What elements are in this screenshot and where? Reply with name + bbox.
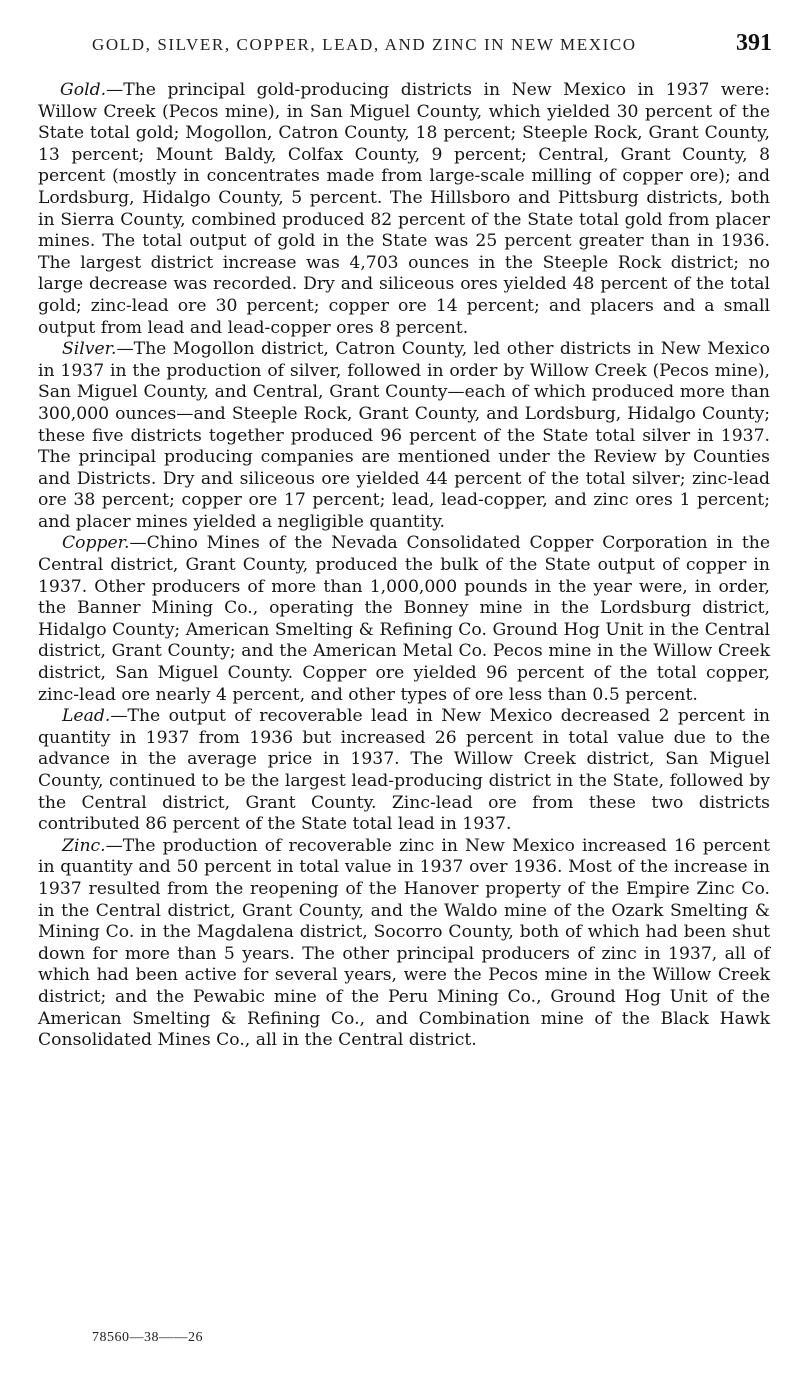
section-lead-lead: Lead. (62, 706, 111, 727)
paragraph-copper (38, 533, 770, 706)
section-lead-copper: Copper. (62, 533, 130, 554)
paragraph-zinc (38, 836, 770, 1052)
section-lead-silver: Silver. (62, 339, 117, 360)
signature-code: 78560—38——26 (92, 1330, 203, 1345)
running-head-title: GOLD, SILVER, COPPER, LEAD, AND ZINC IN NEW MEXICO (92, 35, 637, 54)
body-text (38, 80, 770, 1052)
paragraph-lead (38, 706, 770, 836)
running-head (92, 30, 772, 64)
paragraph-silver-text: —The Mogollon district, Catron County, led other districts in New Mexico in 1937 in the production of silver, followed in order by Willow Creek (Pecos mine), San Miguel County, and Central, Grant County—each of which produced more than 300,000 ounces—and Steeple Rock, Grant County, and Lordsburg, Hidalgo County; these five districts together produced 96 percent of the State total silver in 1937. The principal producing companies are mentioned under the Review by Counties and Districts. Dry and siliceous ore yielded 44 percent of the total silver; zinc-lead ore 38 percent; copper ore 17 percent; lead, lead-copper, and zinc ores 1 percent; and placer mines yielded a negligible quantity. (38, 339, 770, 532)
paragraph-gold-text: —The principal gold-producing districts in New Mexico in 1937 were: Willow Creek (Pecos mine), in San Miguel County, which yielded 30 percent of the State total gold; Mogollon, Catron County, 18 percent; Steeple Rock, Grant County, 13 percent; Mount Baldy, Colfax County, 9 percent; Central, Grant County, 8 percent (mostly in concentrates made from large-scale milling of copper ore); and Lordsburg, Hidalgo County, 5 percent. The Hillsboro and Pittsburg districts, both in Sierra County, combined produced 82 percent of the State total gold from placer mines. The total output of gold in the State was 25 percent greater than in 1936. The largest district increase was 4,703 ounces in the Steeple Rock district; no large decrease was recorded. Dry and siliceous ores yielded 48 percent of the total gold; zinc-lead ore 30 percent; copper ore 14 percent; and placers and a small output from lead and lead-copper ores 8 percent. (38, 80, 770, 338)
section-lead-gold: Gold. (60, 80, 107, 100)
paragraph-silver (38, 339, 770, 533)
paragraph-zinc-text: —The production of recoverable zinc in New Mexico increased 16 percent in quantity and 50 percent in total value in 1937 over 1936. Most of the increase in 1937 resulted from the reopening of the Hanover property of the Empire Zinc Co. in the Central district, Grant County, and the Waldo mine of the Ozark Smelting & Mining Co. in the Magdalena district, Socorro County, both of which had been shut down for more than 5 years. The other principal producers of zinc in 1937, all of which had been active for several years, were the Pecos mine in the Willow Creek district; and the Pewabic mine of the Peru Mining Co., Ground Hog Unit of the American Smelting & Refining Co., and Combination mine of the Black Hawk Consolidated Mines Co., all in the Central district. (38, 835, 770, 1051)
paragraph-gold (38, 80, 770, 339)
section-lead-zinc: Zinc. (62, 835, 106, 856)
paragraph-lead-text: —The output of recoverable lead in New Mexico decreased 2 percent in quantity in 1937 from 1936 but increased 26 percent in total value due to the advance in the average price in 1937. The Willow Creek district, San Miguel County, continued to be the largest lead-producing district in the State, followed by the Central district, Grant County. Zinc-lead ore from these two districts contributed 86 percent of the State total lead in 1937. (38, 706, 770, 835)
page-number: 391 (736, 30, 772, 56)
paragraph-copper-text: —Chino Mines of the Nevada Consolidated Copper Corporation in the Central district, Grant County, produced the bulk of the State output of copper in 1937. Other producers of more than 1,000,000 pounds in the year were, in order, the Banner Mining Co., operating the Bonney mine in the Lordsburg district, Hidalgo County; American Smelting & Refining Co. Ground Hog Unit in the Central district, Grant County; and the American Metal Co. Pecos mine in the Willow Creek district, San Miguel County. Copper ore yielded 96 percent of the total copper, zinc-lead ore nearly 4 percent, and other types of ore less than 0.5 percent. (38, 533, 770, 705)
